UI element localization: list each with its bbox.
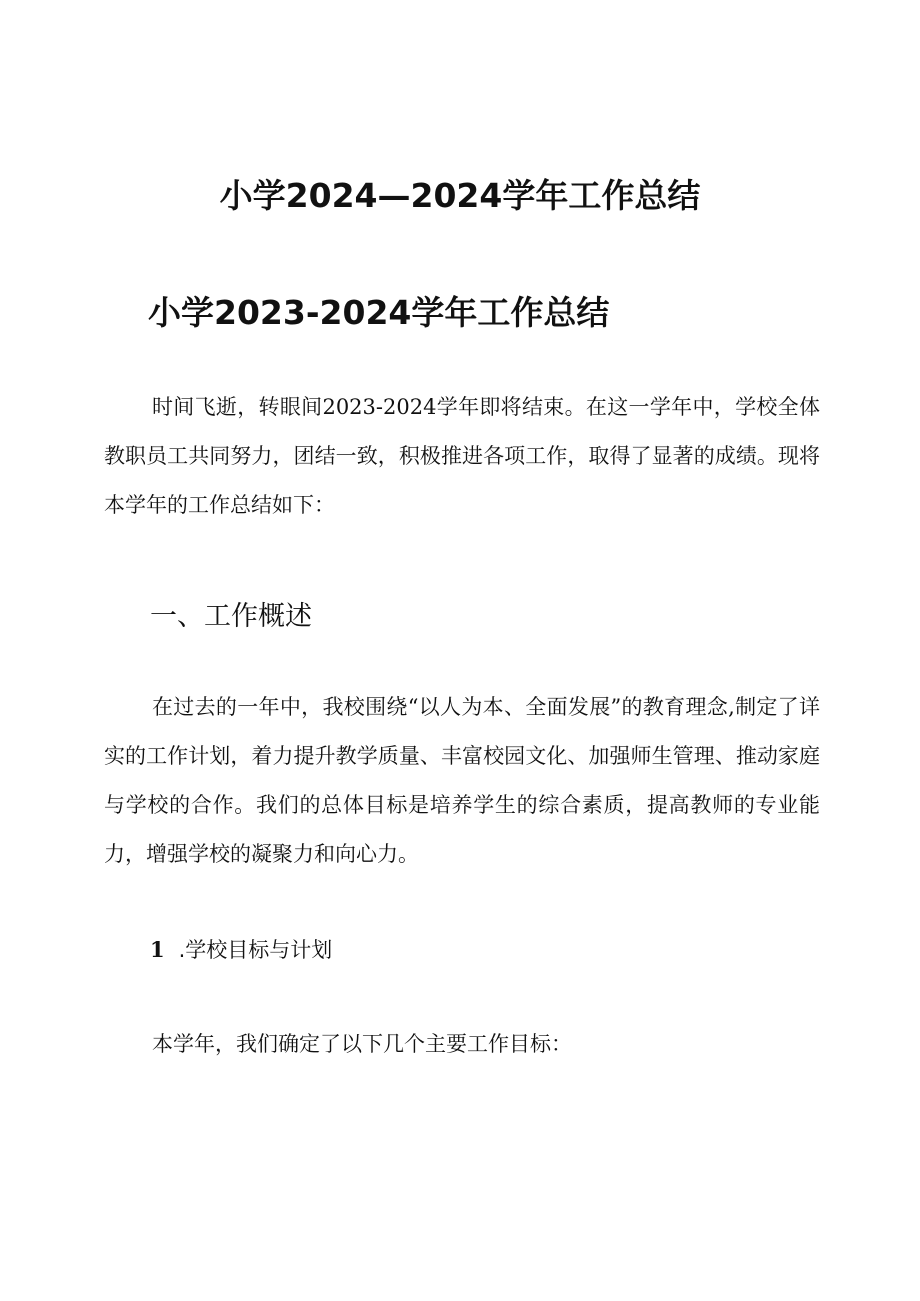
- goals-paragraph: 本学年，我们确定了以下几个主要工作目标：: [152, 1032, 572, 1056]
- section-heading-overview: 一、工作概述: [150, 601, 312, 632]
- intro-paragraph: 时间飞逝，转眼间2023-2024学年即将结束。在这一学年中，学校全体教职员工共同努力，团结一致，积极推进各项工作，取得了显著的成绩。现将本学年的工作总结如下：: [104, 395, 820, 517]
- subsection-number: 1: [150, 937, 165, 962]
- overview-paragraph: 在过去的一年中，我校围绕“以人为本、全面发展”的教育理念,制定了详实的工作计划，着力提升教学质量、丰富校园文化、加强师生管理、推动家庭与学校的合作。我们的总体目标是培养学生的综合素质，提高教师的专业能力，增强学校的凝聚力和向心力。: [104, 695, 820, 866]
- subsection-heading-goals: [150, 934, 332, 964]
- document-title: 小学2024—2024学年工作总结: [219, 176, 701, 215]
- document-subtitle: 小学2023-2024学年工作总结: [148, 293, 610, 332]
- subsection-heading-text: .学校目标与计划: [178, 938, 333, 962]
